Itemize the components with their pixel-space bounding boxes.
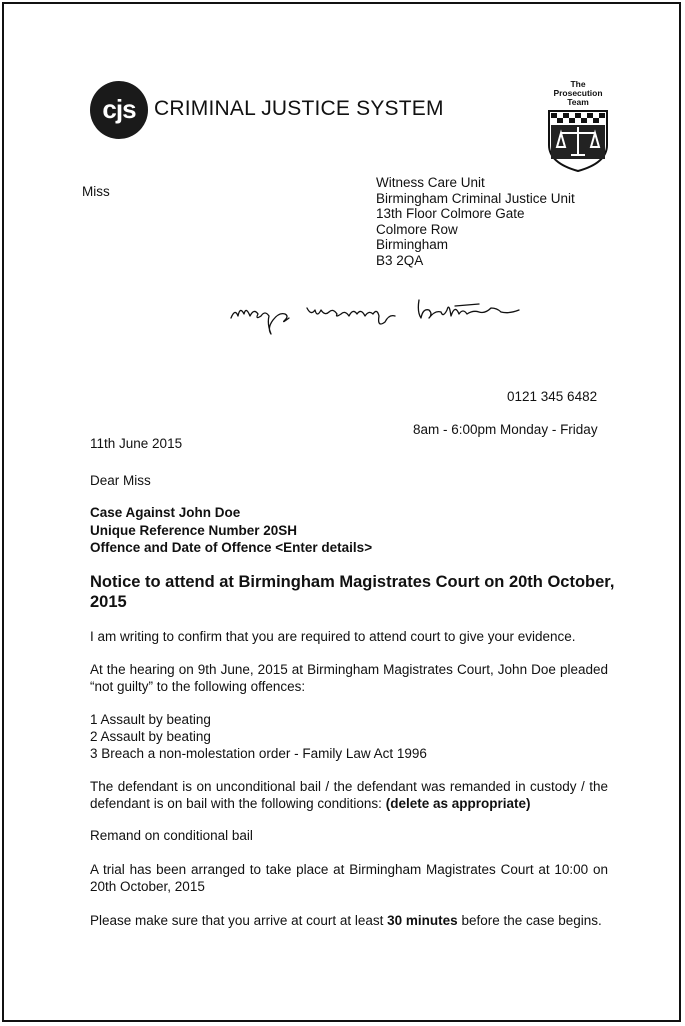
paragraph-5: A trial has been arranged to take place at Birmingham Magistrates Court at 10:00 on 20th October, 2015 [90, 862, 608, 894]
prosecution-team-badge [546, 80, 610, 175]
badge-line-2: Prosecution [553, 88, 603, 98]
offence-details: Offence and Date of Offence <Enter details> [90, 540, 373, 555]
paragraph-3 [90, 778, 608, 812]
cjs-logo-text: CRIMINAL JUSTICE SYSTEM [154, 97, 444, 120]
cjs-logo [90, 81, 444, 141]
offence-item: 1 Assault by beating [90, 712, 211, 727]
notice-title: Notice to attend at Birmingham Magistrates Court on 20th October, 2015 [90, 573, 615, 611]
delete-as-appropriate: (delete as appropriate) [385, 796, 531, 811]
case-details [90, 504, 372, 557]
address-line: 13th Floor Colmore Gate [376, 206, 525, 221]
badge-line-3: Team [567, 97, 589, 107]
paragraph-6 [90, 912, 608, 929]
badge-text [546, 80, 610, 107]
address-line: B3 2QA [376, 252, 424, 268]
address-line: Birmingham [376, 237, 449, 252]
arrival-text-start: Please make sure that you arrive at court at least [90, 913, 388, 928]
bail-status-text: The defendant is on unconditional bail / the defendant was remanded in custody / the defendant is on bail with the following conditions: [90, 779, 608, 811]
arrival-minutes: 30 minutes [387, 913, 458, 928]
offence-item: 2 Assault by beating [90, 729, 211, 744]
handwritten-note [229, 294, 539, 339]
case-against: Case Against John Doe [90, 505, 241, 520]
badge-line-1: The [570, 79, 586, 89]
contact-hours: 8am - 6:00pm Monday - Friday [413, 422, 598, 437]
cjs-logo-letters: cjs [102, 94, 136, 124]
letter-page [2, 2, 681, 1022]
paragraph-4: Remand on conditional bail [90, 828, 253, 843]
reference-number: Unique Reference Number 20SH [90, 522, 298, 538]
paragraph-2: At the hearing on 9th June, 2015 at Birmingham Magistrates Court, John Doe pleaded “not guilty” to the following offences: [90, 662, 608, 694]
address-line: Birmingham Criminal Justice Unit [376, 190, 575, 206]
address-line: Witness Care Unit [376, 175, 485, 190]
greeting: Dear Miss [90, 473, 151, 488]
paragraph-1: I am writing to confirm that you are required to attend court to give your evidence. [90, 629, 576, 644]
letter-date: 11th June 2015 [90, 436, 183, 451]
offence-item: 3 Breach a non-molestation order - Family Law Act 1996 [90, 746, 427, 761]
sender-address [376, 175, 575, 268]
contact-phone: 0121 345 6482 [507, 389, 598, 404]
recipient-name: Miss [82, 184, 110, 199]
offences-list [90, 711, 608, 762]
address-line: Colmore Row [376, 221, 458, 237]
arrival-text-end: before the case begins. [457, 913, 602, 928]
scales-shield-icon [547, 109, 609, 173]
